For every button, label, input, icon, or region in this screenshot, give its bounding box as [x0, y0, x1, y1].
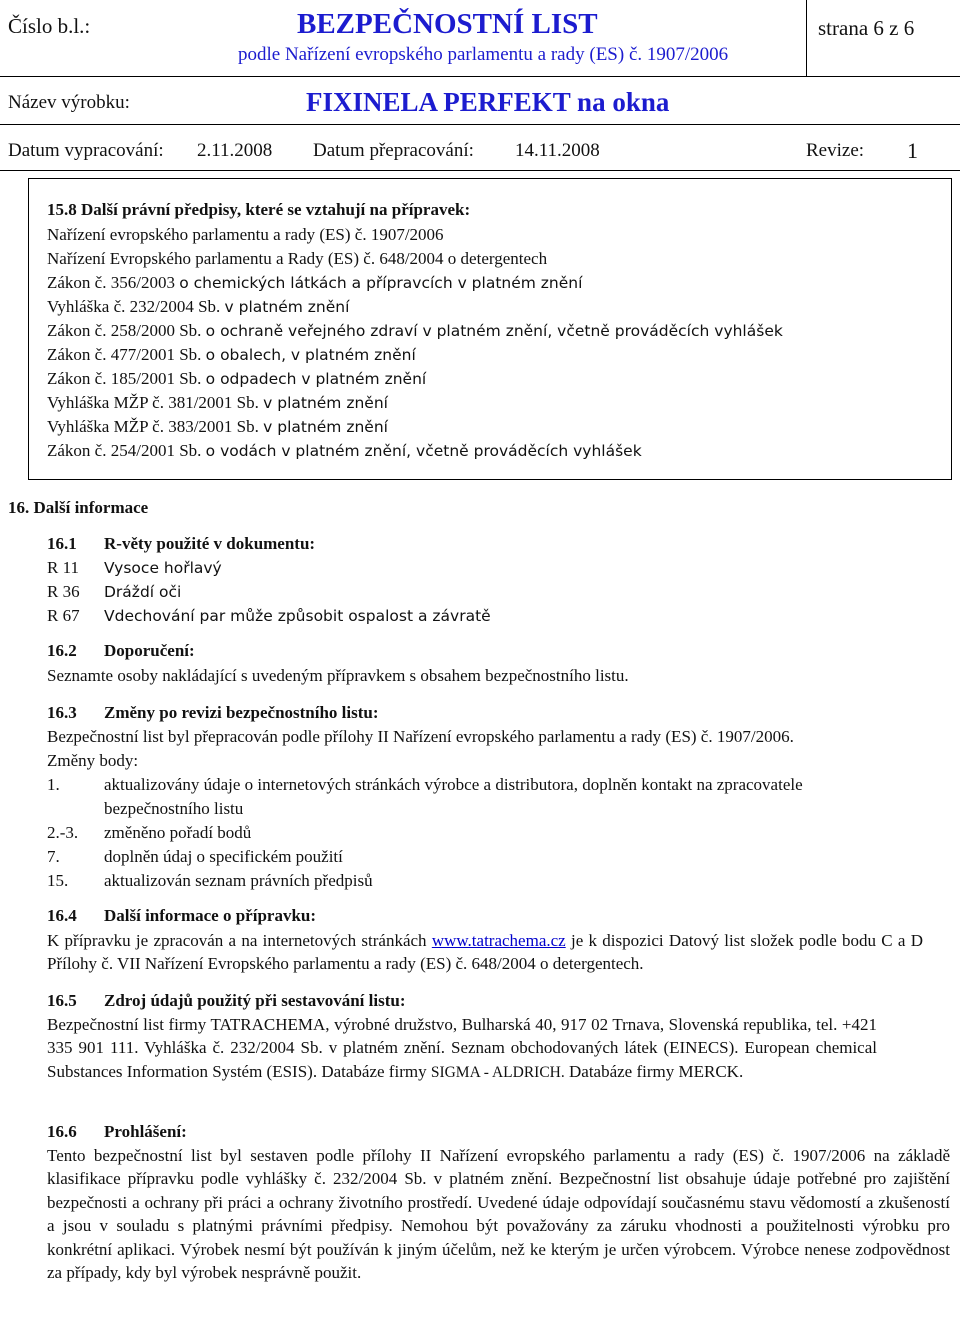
change-text: doplněn údaj o specifickém použití [104, 847, 343, 866]
regulation-line: Vyhláška MŽP č. 383/2001 Sb. v platném znění [47, 417, 388, 436]
regulation-line: Vyhláška MŽP č. 381/2001 Sb. v platném znění [47, 393, 388, 412]
section-number: 16.1 [47, 534, 77, 553]
change-number: 7. [47, 847, 60, 866]
document-title: BEZPEČNOSTNÍ LIST [297, 8, 598, 40]
r-phrase-text: Dráždí oči [104, 583, 182, 601]
section-number: 16.2 [47, 641, 77, 660]
change-text: aktualizován seznam právních předpisů [104, 871, 373, 890]
section-15-8-title: 15.8 Další právní předpisy, které se vztahují na přípravek: [47, 200, 471, 219]
regulation-line: Nařízení Evropského parlamentu a Rady (ES) č. 648/2004 o detergentech [47, 249, 548, 268]
r-phrase-code: R 36 [47, 582, 80, 601]
revised-label: Datum přepracování: [313, 140, 474, 161]
revision-label: Revize: [806, 140, 865, 161]
header-rule [0, 170, 960, 171]
regulation-line: Nařízení evropského parlamentu a rady (ES) č. 1907/2006 [47, 225, 444, 244]
change-text: aktualizovány údaje o internetových stránkách výrobce a distributora, doplněn kontakt na zpracovatele [104, 775, 803, 794]
prepared-date: 2.11.2008 [197, 140, 273, 161]
document-subtitle: podle Nařízení evropského parlamentu a rady (ES) č. 1907/2006 [238, 44, 729, 65]
section-heading: Doporučení: [104, 641, 195, 660]
section-paragraph: K přípravku je zpracován a na internetových stránkách www.tatrachema.cz je k dispozici Datový list složek podle bodu C a D Přílohy č. VII Nařízení Evropského parlamentu a rady (ES) č. 648/2004 o detergentech. [47, 931, 923, 974]
revision-number: 1 [907, 138, 918, 163]
changes-label: Změny body: [47, 751, 139, 770]
product-name: FIXINELA PERFEKT na okna [306, 87, 670, 117]
document-header [0, 0, 960, 172]
section-heading: R-věty použité v dokumentu: [104, 534, 316, 553]
change-text: změněno pořadí bodů [104, 823, 252, 842]
header-rule [0, 124, 960, 125]
change-text: bezpečnostního listu [104, 799, 244, 818]
regulation-line: Zákon č. 258/2000 Sb. o ochraně veřejného zdraví v platném znění, včetně prováděcích vyhlášek [47, 321, 783, 340]
tatrachema-link[interactable]: www.tatrachema.cz [431, 931, 566, 950]
header-rule [0, 76, 960, 77]
r-phrase-text: Vysoce hořlavý [104, 559, 222, 577]
section-paragraph: Bezpečnostní list firmy TATRACHEMA, výrobné družstvo, Bulharská 40, 917 02 Trnava, Slovenská republika, tel. +421 335 901 111. Vyhláška č. 232/2004 Sb. v platném znění. Seznam obchodovaných látek (EINECS). European chemical Substances Information Systém (ESIS). Databáze firmy SIGMA - ALDRICH. Databáze firmy MERCK. [47, 1015, 878, 1081]
prepared-label: Datum vypracování: [8, 140, 164, 161]
section-16-title: 16. Další informace [8, 498, 149, 517]
section-heading: Změny po revizi bezpečnostního listu: [104, 703, 379, 722]
regulation-line: Vyhláška č. 232/2004 Sb. v platném znění [47, 297, 350, 316]
change-number: 15. [47, 871, 69, 890]
section-text: Seznamte osoby nakládající s uvedeným přípravkem s obsahem bezpečnostního listu. [47, 666, 629, 685]
regulation-line: Zákon č. 356/2003 o chemických látkách a přípravcích v platném znění [47, 273, 583, 292]
section-number: 16.5 [47, 991, 77, 1010]
page-number: strana 6 z 6 [818, 16, 915, 40]
section-heading: Prohlášení: [104, 1122, 187, 1141]
change-number: 1. [47, 775, 60, 794]
change-number: 2.-3. [47, 823, 79, 842]
section-number: 16.3 [47, 703, 77, 722]
revised-date: 14.11.2008 [515, 140, 600, 161]
section-heading: Zdroj údajů použitý při sestavování listu: [104, 991, 406, 1010]
product-label: Název výrobku: [8, 92, 130, 113]
header-divider [806, 0, 807, 76]
regulation-line: Zákon č. 185/2001 Sb. o odpadech v platném znění [47, 369, 427, 388]
section-number: 16.4 [47, 906, 77, 925]
r-phrase-code: R 11 [47, 558, 79, 577]
section-text: Bezpečnostní list byl přepracován podle přílohy II Nařízení evropského parlamentu a rady (ES) č. 1907/2006. [47, 727, 794, 746]
doc-number-label: Číslo b.l.: [8, 14, 91, 38]
r-phrase-code: R 67 [47, 606, 80, 625]
declaration-paragraph: Tento bezpečnostní list byl sestaven podle přílohy II Nařízení evropského parlamentu a rady (ES) č. 1907/2006 na základě klasifikace přípravku podle vyhlášky č. 232/2004 Sb. v platném znění. Bezpečnostní list obsahuje údaje potřebné pro zajištění bezpečnosti a ochrany při práci a ochrany životního prostředí. Uvedené údaje odpovídají současnému stavu vědomostí a zkušeností a jsou v souladu s platnými právními předpisy. Nemohou být považovány za záruku vhodnosti a použitelnosti výrobku pro konkrétní aplikaci. Výrobek nesmí být používán k jiným účelům, než ke kterým je určen výrobcem. Výrobce nenese zodpovědnost za případy, kdy byl výrobek nesprávně použit. [47, 1146, 950, 1283]
regulation-line: Zákon č. 254/2001 Sb. o vodách v platném znění, včetně prováděcích vyhlášek [47, 441, 642, 460]
regulation-line: Zákon č. 477/2001 Sb. o obalech, v platném znění [47, 345, 416, 364]
section-number: 16.6 [47, 1122, 77, 1141]
section-heading: Další informace o přípravku: [104, 906, 317, 925]
r-phrase-text: Vdechování par může způsobit ospalost a závratě [104, 607, 491, 625]
